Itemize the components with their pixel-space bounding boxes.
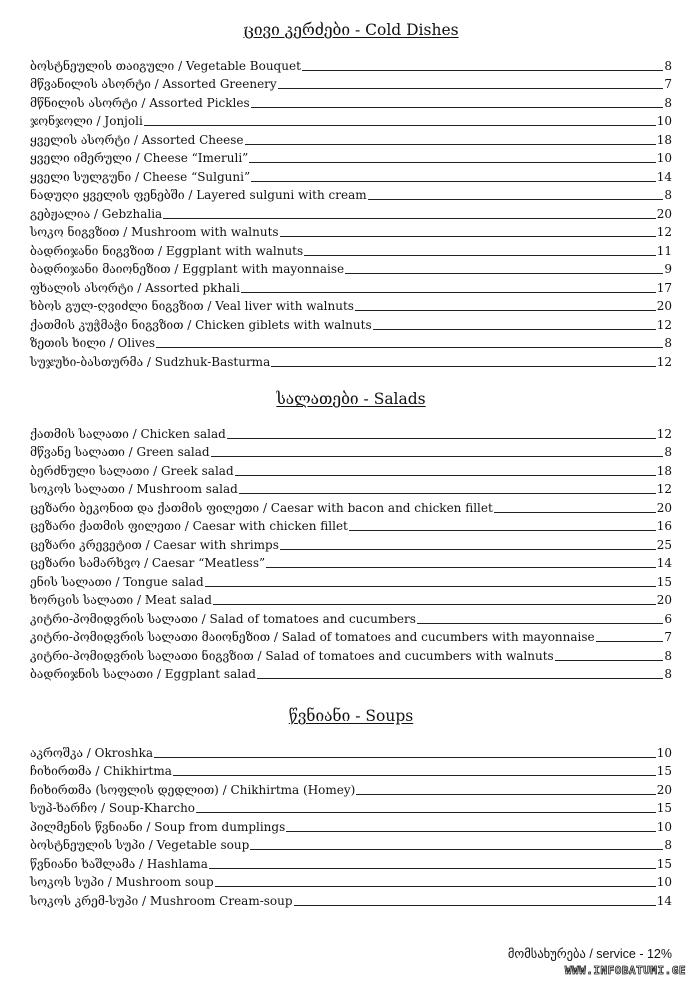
menu-item	[30, 834, 672, 853]
leader-line	[245, 144, 656, 145]
menu-item-name: ჩიხირთმა / Chikhirtma	[30, 764, 172, 778]
menu-item	[30, 589, 672, 608]
leader-line	[235, 475, 656, 476]
menu-item-price: 12	[656, 482, 672, 496]
menu-item	[30, 54, 672, 73]
menu-item	[30, 496, 672, 515]
leader-line	[227, 438, 656, 439]
menu-item	[30, 760, 672, 779]
menu-item-name: სოკო ნიგვზით / Mushroom with walnuts	[30, 225, 279, 239]
menu-item-name: კიტრი-პომიდვრის სალათი / Salad of tomatoes and cucumbers	[30, 611, 416, 626]
menu-item-name: ბადრიჯანი მაიონეზით / Eggplant with mayonnaise	[30, 262, 345, 276]
menu-item-name: გებჟალია / Gebzhalia	[30, 206, 163, 221]
menu-item-price: 6	[664, 611, 672, 626]
menu-item-price: 12	[656, 317, 672, 332]
menu-item	[30, 778, 672, 797]
menu-item-name: მწვანე სალათი / Green salad	[30, 445, 210, 459]
menu-item	[30, 295, 672, 314]
menu-item	[30, 478, 672, 497]
leader-line	[304, 255, 656, 256]
menu-item-name: კიტრი-პომიდვრის სალათი მაიონეზით / Salad of tomatoes and cucumbers with mayonnaise	[30, 630, 595, 644]
leader-line	[266, 567, 656, 568]
leader-line	[173, 775, 656, 776]
menu-item-price: 8	[664, 336, 672, 350]
menu-item-name: პილმენის წვნიანი / Soup from dumplings	[30, 819, 286, 834]
menu-item-price: 8	[664, 648, 672, 663]
leader-line	[205, 586, 656, 587]
menu-item-price: 8	[664, 95, 672, 110]
section-title-soups: წვნიანი - Soups	[288, 707, 414, 725]
leader-line	[494, 512, 656, 513]
menu-item-price: 20	[656, 206, 672, 221]
menu-item-price: 14	[656, 169, 672, 184]
menu-item-price: 12	[656, 354, 672, 369]
menu-item-name: ბადრიჯნის სალათი / Eggplant salad	[30, 667, 256, 681]
section-title-salads: სალათები - Salads	[276, 390, 426, 408]
menu-item	[30, 239, 672, 258]
menu-item-price: 20	[656, 593, 672, 607]
menu-item-price: 18	[656, 132, 672, 147]
leader-line	[154, 757, 656, 758]
menu-item	[30, 441, 672, 460]
menu-item-price: 8	[664, 445, 672, 459]
menu-item	[30, 515, 672, 534]
menu-item	[30, 350, 672, 369]
menu-item	[30, 332, 672, 351]
menu-item-price: 15	[656, 574, 672, 589]
menu-item-name: ზეთის ხილი / Olives	[30, 336, 156, 350]
section-title-cold-dishes: ცივი კერძები - Cold Dishes	[243, 21, 459, 39]
menu-item	[30, 459, 672, 478]
watermark: WWW.INFOBATUMI.GE	[564, 964, 686, 977]
menu-item-price: 16	[656, 519, 672, 533]
menu-item	[30, 552, 672, 571]
menu-item	[30, 570, 672, 589]
menu-item-name: ხბოს გულ-ღვიძლი ნიგვზით / Veal liver with walnuts	[30, 299, 354, 313]
menu-item-price: 10	[656, 875, 672, 889]
menu-item-name: ფხალის ასორტი / Assorted pkhali	[30, 280, 241, 295]
menu-item-price: 8	[664, 58, 672, 73]
menu-item-price: 10	[656, 819, 672, 834]
menu-item-price: 8	[664, 188, 672, 202]
menu-item-name: სოკოს სალათი / Mushroom salad	[30, 482, 238, 496]
menu-item-name: ნადუღი ყველის ფენებში / Layered sulguni with cream	[30, 188, 367, 202]
leader-line	[196, 812, 656, 813]
leader-line	[239, 493, 656, 494]
leader-line	[163, 218, 656, 219]
menu-item-price: 10	[656, 151, 672, 165]
menu-item-price: 20	[656, 299, 672, 313]
menu-item-price: 7	[664, 77, 672, 91]
menu-item	[30, 607, 672, 626]
menu-item-name: ყველის ასორტი / Assorted Cheese	[30, 132, 244, 147]
menu-item-name: ხორცის სალათი / Meat salad	[30, 593, 212, 607]
menu-item	[30, 313, 672, 332]
leader-line	[356, 794, 655, 795]
leader-line	[249, 162, 655, 163]
cold-dishes-list	[30, 54, 672, 369]
menu-item	[30, 533, 672, 552]
leader-line	[302, 70, 663, 71]
menu-item-price: 12	[656, 426, 672, 441]
menu-item	[30, 202, 672, 221]
menu-item	[30, 128, 672, 147]
leader-line	[555, 660, 664, 661]
menu-item-name: ცეზარი ბეკონით და ქათმის ფილეთი / Caesar with bacon and chicken fillet	[30, 500, 493, 515]
leader-line	[257, 678, 663, 679]
menu-item-price: 14	[656, 556, 672, 570]
menu-item-name: ცეზარი კრევეტით / Caesar with shrimps	[30, 537, 279, 552]
menu-item-price: 9	[664, 262, 672, 276]
menu-item-price: 7	[664, 630, 672, 644]
menu-item-price: 20	[656, 500, 672, 515]
leader-line	[278, 88, 664, 89]
leader-line	[355, 310, 656, 311]
leader-line	[349, 530, 656, 531]
menu-item-name: ბადრიჯანი ნიგვზით / Eggplant with walnuts	[30, 243, 304, 258]
menu-item-name: ბოსტნეულის სუპი / Vegetable soup	[30, 838, 250, 852]
leader-line	[241, 292, 656, 293]
menu-item-price: 11	[656, 243, 672, 258]
leader-line	[144, 125, 656, 126]
menu-item	[30, 165, 672, 184]
leader-line	[251, 181, 656, 182]
menu-item-name: ყველი სულგუნი / Cheese “Sulguni”	[30, 169, 251, 184]
leader-line	[286, 831, 655, 832]
leader-line	[417, 623, 663, 624]
menu-item-price: 20	[656, 782, 672, 797]
menu-item	[30, 73, 672, 92]
menu-item-price: 12	[656, 225, 672, 239]
leader-line	[294, 905, 656, 906]
menu-item	[30, 871, 672, 890]
menu-item-name: ბოსტნეულის თაიგული / Vegetable Bouquet	[30, 58, 301, 73]
menu-item-price: 25	[656, 537, 672, 552]
menu-item	[30, 276, 672, 295]
menu-item-name: კიტრი-პომიდვრის სალათი ნიგვზით / Salad of tomatoes and cucumbers with walnuts	[30, 648, 554, 663]
menu-item-price: 14	[656, 893, 672, 908]
menu-item-name: სუჯუხი-ბასთურმა / Sudzhuk-Basturma	[30, 354, 271, 369]
menu-item-name: ენის სალათი / Tongue salad	[30, 574, 204, 589]
menu-item-price: 15	[656, 764, 672, 778]
menu-item-name: ცეზარი ქათმის ფილეთი / Caesar with chicken fillet	[30, 519, 348, 533]
menu-item-price: 18	[656, 463, 672, 478]
leader-line	[211, 456, 664, 457]
salads-list	[30, 422, 672, 681]
menu-item-name: სოკოს კრემ-სუპი / Mushroom Cream-soup	[30, 893, 293, 908]
leader-line	[271, 366, 656, 367]
leader-line	[156, 347, 663, 348]
leader-line	[251, 107, 664, 108]
menu-item	[30, 422, 672, 441]
menu-item-name: სუპ-ხარჩო / Soup-Kharcho	[30, 801, 196, 815]
leader-line	[250, 849, 663, 850]
leader-line	[596, 641, 664, 642]
menu-item-name: წვნიანი ხაშლამა / Hashlama	[30, 856, 208, 871]
leader-line	[213, 604, 656, 605]
menu-item-name: მწვანილის ასორტი / Assorted Greenery	[30, 77, 277, 91]
menu-item	[30, 852, 672, 871]
menu-item-name: სოკოს სუპი / Mushroom soup	[30, 875, 214, 889]
menu-item-name: ჯონჯოლი / Jonjoli	[30, 114, 143, 128]
menu-item-price: 8	[664, 667, 672, 681]
menu-item-name: ბერძნული სალათი / Greek salad	[30, 463, 234, 478]
menu-item	[30, 815, 672, 834]
menu-item-name: აკროშკა / Okroshka	[30, 745, 154, 760]
service-charge-note: მომსახურება / service - 12%	[507, 947, 672, 961]
leader-line	[368, 199, 664, 200]
menu-item-name: მწნილის ასორტი / Assorted Pickles	[30, 95, 250, 110]
menu-item	[30, 91, 672, 110]
menu-item-price: 10	[656, 114, 672, 128]
menu-item-price: 15	[656, 856, 672, 871]
menu-item	[30, 663, 672, 682]
leader-line	[280, 549, 656, 550]
menu-item	[30, 110, 672, 129]
menu-item	[30, 184, 672, 203]
menu-item	[30, 889, 672, 908]
leader-line	[209, 868, 656, 869]
menu-item-price: 15	[656, 801, 672, 815]
menu-item-name: ჩიხირთმა (სოფლის დედლით) / Chikhirtma (Homey)	[30, 782, 356, 797]
leader-line	[373, 329, 656, 330]
menu-item	[30, 644, 672, 663]
menu-item	[30, 221, 672, 240]
menu-item	[30, 626, 672, 645]
menu-item-name: ყველი იმერული / Cheese “Imeruli”	[30, 151, 249, 165]
menu-item	[30, 797, 672, 816]
menu-item	[30, 258, 672, 277]
soups-list	[30, 741, 672, 908]
menu-item-name: ქათმის სალათი / Chicken salad	[30, 426, 226, 441]
leader-line	[345, 273, 663, 274]
leader-line	[280, 236, 656, 237]
menu-item-name: ცეზარი სამარხვო / Caesar “Meatless”	[30, 556, 266, 570]
menu-item	[30, 147, 672, 166]
menu-item-price: 8	[664, 838, 672, 852]
menu-item-price: 10	[656, 745, 672, 760]
menu-item	[30, 741, 672, 760]
menu-item-name: ქათმის კუჭმაჭი ნიგვზით / Chicken giblets with walnuts	[30, 317, 372, 332]
menu-item-price: 17	[656, 280, 672, 295]
leader-line	[215, 886, 656, 887]
